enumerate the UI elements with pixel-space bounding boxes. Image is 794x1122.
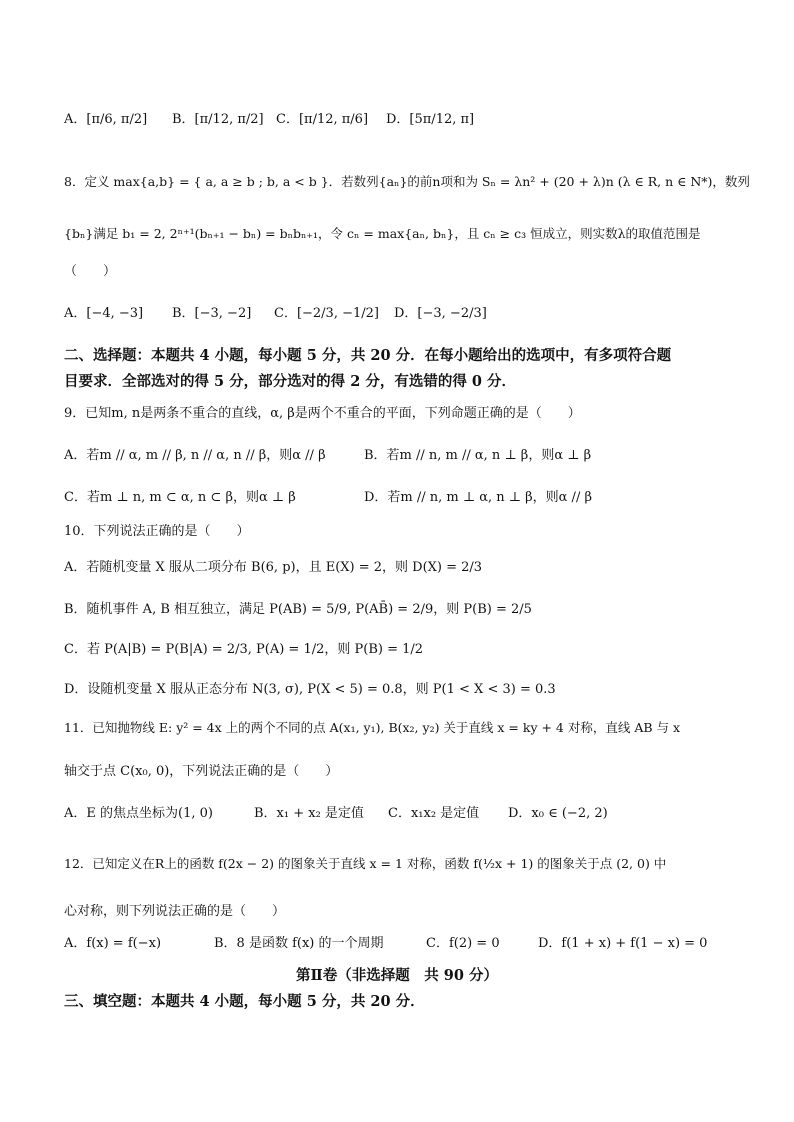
q10-option-d: D．设随机变量 X 服从正态分布 N(3, σ), P(X < 5) = 0.8，则 P(1 < X < 3) = 0.3 [64, 682, 556, 697]
q11-stem-line1: 11．已知抛物线 E: y² = 4x 上的两个不同的点 A(x₁, y₁), B(x₂, y₂) 关于直线 x = ky + 4 对称，直线 AB 与 x [64, 720, 681, 735]
section3-heading: 三、填空题：本题共 4 小题，每小题 5 分，共 20 分． [64, 993, 425, 1010]
q11-option-d: D．x₀ ∈ (−2, 2) [508, 806, 608, 821]
q8-option-b: B．[−3, −2] [172, 306, 252, 321]
q11-option-b: B．x₁ + x₂ 是定值 [254, 806, 364, 821]
q9-option-b: B．若m // n, m // α, n ⊥ β，则α ⊥ β [364, 448, 592, 463]
q7-option-d: D．[5π/12, π] [386, 112, 475, 127]
q10-stem: 10．下列说法正确的是（ ） [64, 524, 250, 539]
q8-option-a: A．[−4, −3] [64, 306, 144, 321]
section2-heading-line1: 二、选择题：本题共 4 小题，每小题 5 分，共 20 分．在每小题给出的选项中，有多项符合题 [64, 347, 672, 364]
part2-title: 第Ⅱ卷（非选择题 共 90 分） [296, 967, 498, 984]
q12-stem-line1: 12．已知定义在R上的函数 f(2x − 2) 的图象关于直线 x = 1 对称，函数 f(½x + 1) 的图象关于点 (2, 0) 中 [64, 856, 667, 871]
q10-option-b: B．随机事件 A, B 相互独立，满足 P(AB) = 5/9, P(AB̄) = 2/9，则 P(B) = 2/5 [64, 602, 532, 617]
q7-option-c: C．[π/12, π/6] [276, 112, 369, 127]
q8-stem-line1: 8．定义 max{a,b} = { a, a ≥ b ; b, a < b }．若数列{aₙ}的前n项和为 Sₙ = λn² + (20 + λ)n (λ ∈ R, n ∈ N*)，数列 [64, 174, 750, 189]
q12-option-a: A．f(x) = f(−x) [64, 936, 162, 951]
q11-stem-line2: 轴交于点 C(x₀, 0)，下列说法正确的是（ ） [64, 764, 339, 779]
q10-option-a: A．若随机变量 X 服从二项分布 B(6, p)，且 E(X) = 2，则 D(X) = 2/3 [64, 560, 483, 575]
q9-option-c: C．若m ⊥ n, m ⊂ α, n ⊂ β，则α ⊥ β [64, 490, 296, 505]
q12-option-c: C．f(2) = 0 [426, 936, 500, 951]
q7-option-b: B．[π/12, π/2] [172, 112, 264, 127]
q9-option-a: A．若m // α, m // β, n // α, n // β，则α // β [64, 448, 326, 463]
q7-option-a: A．[π/6, π/2] [64, 112, 148, 127]
q8-option-c: C．[−2/3, −1/2] [274, 306, 379, 321]
q9-option-d: D．若m // n, m ⊥ α, n ⊥ β，则α // β [364, 490, 592, 505]
q9-stem: 9．已知m, n是两条不重合的直线，α, β是两个不重合的平面，下列命题正确的是（ ） [64, 406, 581, 421]
section2-heading-line2: 目要求．全部选对的得 5 分，部分选对的得 2 分，有选错的得 0 分． [64, 373, 517, 390]
q8-stem-line2: {bₙ}满足 b₁ = 2, 2ⁿ⁺¹(bₙ₊₁ − bₙ) = bₙbₙ₊₁，令 cₙ = max{aₙ, bₙ}，且 cₙ ≥ c₃ 恒成立，则实数λ的取值范围是 [64, 226, 701, 241]
q12-option-d: D．f(1 + x) + f(1 − x) = 0 [538, 936, 708, 951]
q12-stem-line2: 心对称，则下列说法正确的是（ ） [64, 904, 286, 919]
q10-option-c: C．若 P(A|B) = P(B|A) = 2/3, P(A) = 1/2，则 P(B) = 1/2 [64, 642, 424, 657]
q8-stem-line3: （ ） [64, 264, 117, 279]
q11-option-a: A．E 的焦点坐标为(1, 0) [64, 806, 213, 821]
q8-option-d: D．[−3, −2/3] [394, 306, 487, 321]
q11-option-c: C．x₁x₂ 是定值 [388, 806, 480, 821]
q12-option-b: B．8 是函数 f(x) 的一个周期 [214, 936, 384, 951]
